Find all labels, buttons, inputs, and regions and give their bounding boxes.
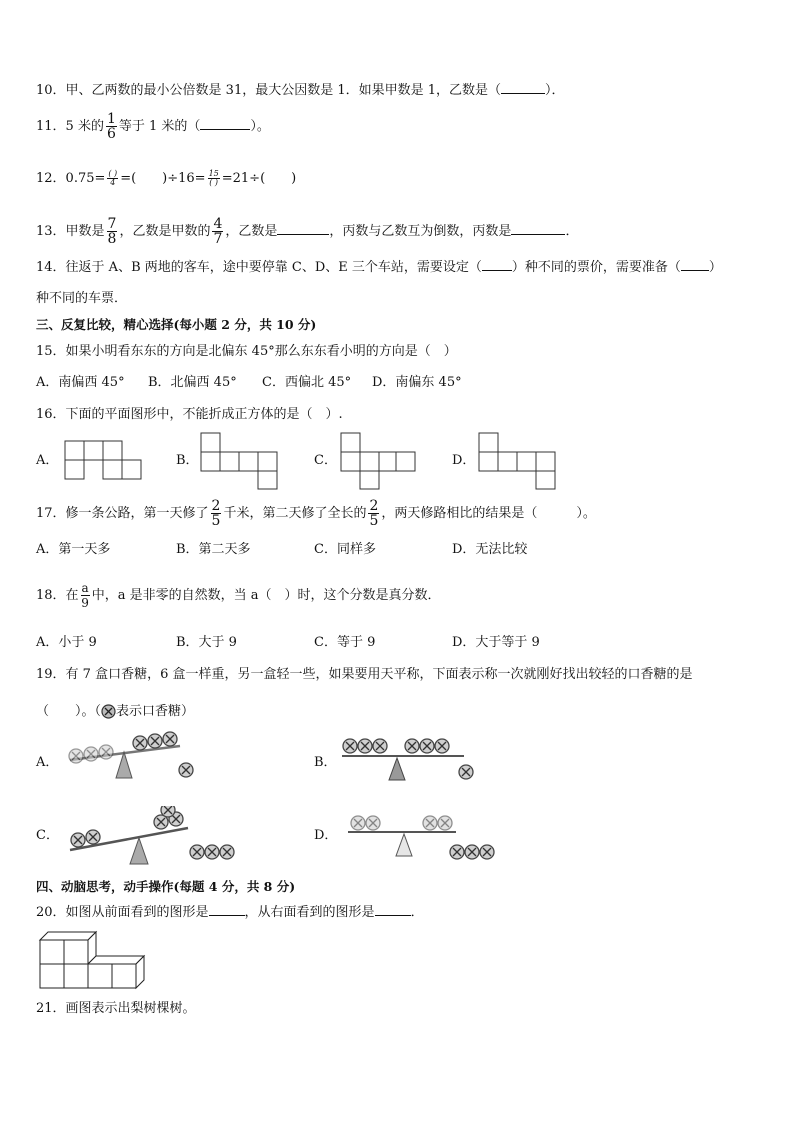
balance-b xyxy=(340,734,480,786)
cube-stack-figure xyxy=(38,930,148,992)
fraction: $\frac{1}{6}$ xyxy=(106,111,116,142)
section-heading: 四、动脑思考，动手操作(每题 4 分，共 8 分) xyxy=(36,879,296,894)
option-a[interactable]: A．南偏西 45° xyxy=(36,375,125,390)
question-16: 16．下面的平面图形中，不能折成正方体的是（ ）. xyxy=(36,407,343,422)
balance-a xyxy=(62,728,202,784)
option-a[interactable]: A． xyxy=(36,453,59,468)
answer-blank[interactable] xyxy=(511,234,565,235)
section-heading: 三、反复比较，精心选择(每小题 2 分，共 10 分) xyxy=(36,317,317,332)
fraction: $\frac{( )}{4}$ xyxy=(108,169,118,187)
cube-net-c xyxy=(340,432,416,490)
answer-blank[interactable] xyxy=(277,234,329,235)
balance-c xyxy=(62,806,252,868)
option-c[interactable]: C．同样多 xyxy=(314,542,376,557)
option-b[interactable]: B．大于 9 xyxy=(176,635,237,650)
answer-blank[interactable] xyxy=(482,270,512,271)
fraction: $\frac{7}{8}$ xyxy=(107,216,117,247)
fraction: $\frac{4}{7}$ xyxy=(213,216,223,247)
question-17: 17．修一条公路，第一天修了 $\frac{2}{5}$ 千米，第二天修了全长的 $\frac{2}{5}$ ，两天修路相比的结果是（ ）。 xyxy=(36,498,596,529)
cube-net-a xyxy=(64,440,146,482)
question-18: 18．在 $\frac{a}{9}$ 中，a 是非零的自然数，当 a（ ）时，这个分数是真分数． xyxy=(36,581,441,610)
question-12: 12．0.75= $\frac{( )}{4}$ =( )÷16= $\frac{15}{( )}$ =21÷( ) xyxy=(36,169,297,187)
question-19: 19．有 7 盒口香糖，6 盒一样重，另一盒轻一些，如果要用天平称，下面表示称一次就刚好找出较轻的口香糖的是 xyxy=(36,667,693,682)
option-b[interactable]: B． xyxy=(176,453,199,468)
answer-blank[interactable] xyxy=(375,915,411,916)
question-13: 13．甲数是 $\frac{7}{8}$ ，乙数是甲数的 $\frac{4}{7}$ ，乙数是 ，丙数与乙数互为倒数，丙数是 ． xyxy=(36,216,579,247)
option-d[interactable]: D． xyxy=(452,453,476,468)
cube-net-d xyxy=(478,432,556,490)
question-11: 11．5 米的 $\frac{1}{6}$ 等于 1 米的（ ）。 xyxy=(36,111,270,142)
balance-d xyxy=(346,810,506,868)
cube-net-b xyxy=(200,432,280,490)
fraction: $\frac{2}{5}$ xyxy=(369,498,379,529)
question-14-cont: 种不同的车票． xyxy=(36,291,128,306)
fraction: $\frac{a}{9}$ xyxy=(81,581,89,610)
option-a[interactable]: A．小于 9 xyxy=(36,635,97,650)
option-a[interactable]: A． xyxy=(36,755,59,770)
option-d[interactable]: D． xyxy=(314,828,338,843)
option-d[interactable]: D．南偏东 45° xyxy=(372,375,462,390)
question-19-cont: （ ）。（ 表示口香糖） xyxy=(36,704,195,719)
option-b[interactable]: B．第二天多 xyxy=(176,542,251,557)
gum-icon xyxy=(101,704,116,719)
fraction: $\frac{2}{5}$ xyxy=(211,498,221,529)
question-21: 21．画图表示出梨树棵树。 xyxy=(36,1001,196,1016)
answer-blank[interactable] xyxy=(209,915,245,916)
option-d[interactable]: D．无法比较 xyxy=(452,542,528,557)
option-b[interactable]: B． xyxy=(314,755,337,770)
option-c[interactable]: C．等于 9 xyxy=(314,635,376,650)
question-15: 15．如果小明看东东的方向是北偏东 45°那么东东看小明的方向是（ ） xyxy=(36,344,457,359)
answer-blank[interactable] xyxy=(200,129,250,130)
option-b[interactable]: B．北偏西 45° xyxy=(148,375,237,390)
option-c[interactable]: C．西偏北 45° xyxy=(262,375,352,390)
answer-blank[interactable] xyxy=(501,93,545,94)
question-14: 14．往返于 A、B 两地的客车，途中要停靠 C、D、E 三个车站，需要设定（ ）种不同的票价，需要准备（ ） xyxy=(36,260,722,275)
question-20: 20．如图从前面看到的图形是 ，从右面看到的图形是 ． xyxy=(36,905,424,920)
option-c[interactable]: C． xyxy=(36,828,59,843)
question-10: 10．甲、乙两数的最小公倍数是 31，最大公因数是 1．如果甲数是 1，乙数是（ ）． xyxy=(36,83,565,98)
answer-blank[interactable] xyxy=(681,270,709,271)
fraction: $\frac{15}{( )}$ xyxy=(208,169,219,187)
option-c[interactable]: C． xyxy=(314,453,337,468)
option-a[interactable]: A．第一天多 xyxy=(36,542,111,557)
option-d[interactable]: D．大于等于 9 xyxy=(452,635,540,650)
